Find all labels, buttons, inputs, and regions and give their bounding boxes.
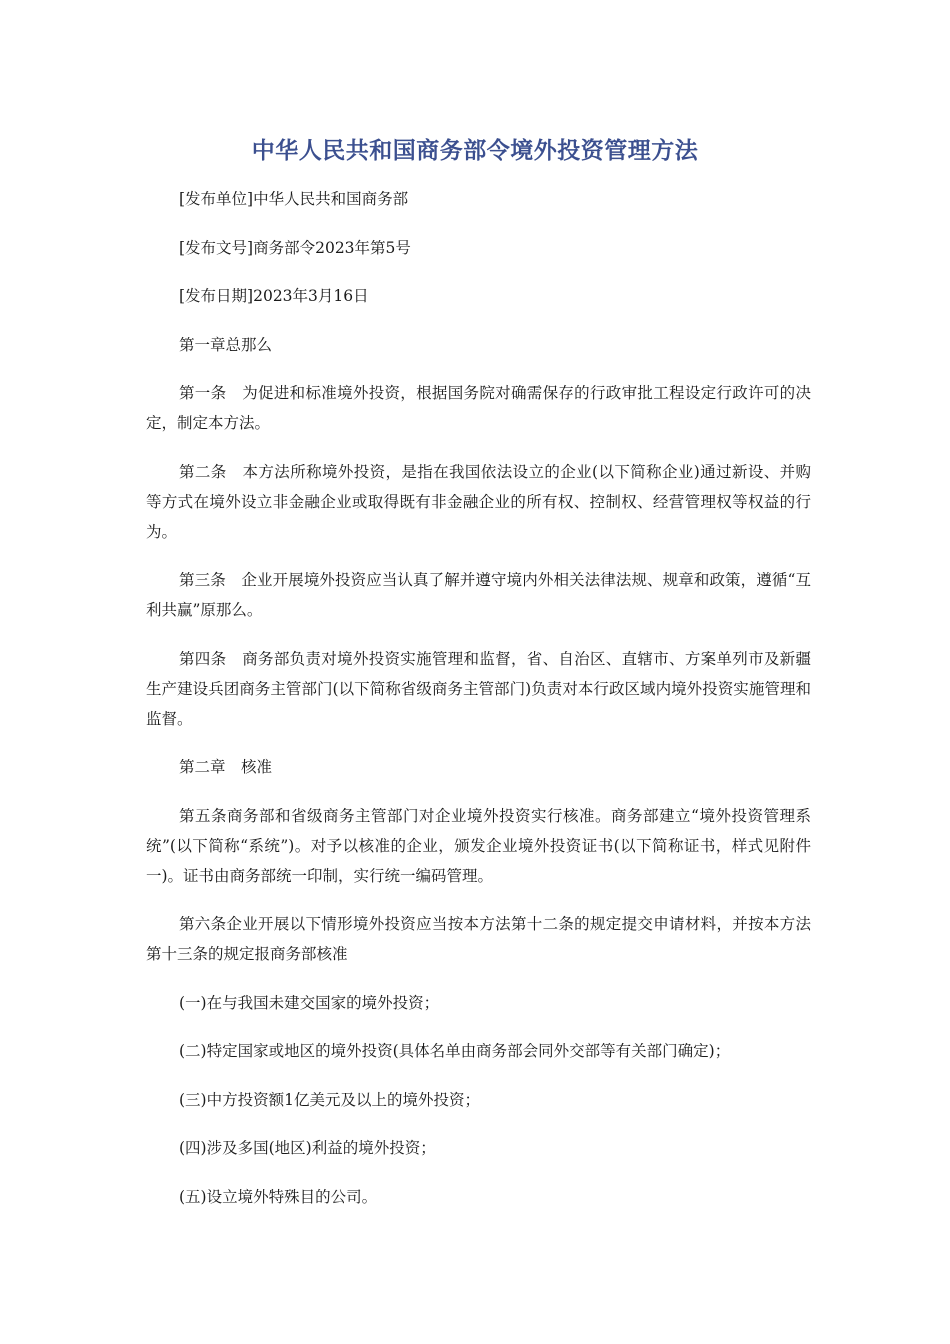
document-title: 中华人民共和国商务部令境外投资管理方法 <box>251 138 699 164</box>
article-5: 第五条商务部和省级商务主管部门对企业境外投资实行核准。商务部建立“境外投资管理系统”(以下简称“系统”)。对予以核准的企业，颁发企业境外投资证书(以下简称证书，样式见附件一)。证书由商务部统一印制，实行统一编码管理。 <box>146 806 811 885</box>
chapter-heading-2: 第二章 核准 <box>179 758 273 776</box>
article-3: 第三条 企业开展境外投资应当认真了解并遵守境内外相关法律法规、规章和政策，遵循“互利共赢”原那么。 <box>146 571 811 619</box>
article-6: 第六条企业开展以下情形境外投资应当按本方法第十二条的规定提交申请材料，并按本方法第十三条的规定报商务部核准 <box>146 915 811 963</box>
meta-publisher: [发布单位]中华人民共和国商务部 <box>179 190 409 208</box>
list-item-4: (四)涉及多国(地区)利益的境外投资； <box>179 1139 436 1157</box>
meta-document-number: [发布文号]商务部令2023年第5号 <box>179 238 411 257</box>
list-item-1: (一)在与我国未建交国家的境外投资； <box>179 993 440 1012</box>
meta-publish-date: [发布日期]2023年3月16日 <box>179 287 369 305</box>
list-item-3: (三)中方投资额1亿美元及以上的境外投资； <box>179 1090 480 1109</box>
article-4: 第四条 商务部负责对境外投资实施管理和监督，省、自治区、直辖市、方案单列市及新疆生产建设兵团商务主管部门(以下简称省级商务主管部门)负责对本行政区域内境外投资实施管理和监督。 <box>146 649 811 728</box>
article-2: 第二条 本方法所称境外投资，是指在我国依法设立的企业(以下简称企业)通过新设、并购等方式在境外设立非金融企业或取得既有非金融企业的所有权、控制权、经营管理权等权益的行为。 <box>146 462 811 541</box>
list-item-5: (五)设立境外特殊目的公司。 <box>179 1187 378 1206</box>
list-item-2: (二)特定国家或地区的境外投资(具体名单由商务部会同外交部等有关部门确定)； <box>179 1042 731 1060</box>
chapter-heading-1: 第一章总那么 <box>179 335 273 354</box>
article-1: 第一条 为促进和标准境外投资，根据国务院对确需保存的行政审批工程设定行政许可的决定，制定本方法。 <box>146 384 811 432</box>
document-body <box>146 184 811 1230</box>
